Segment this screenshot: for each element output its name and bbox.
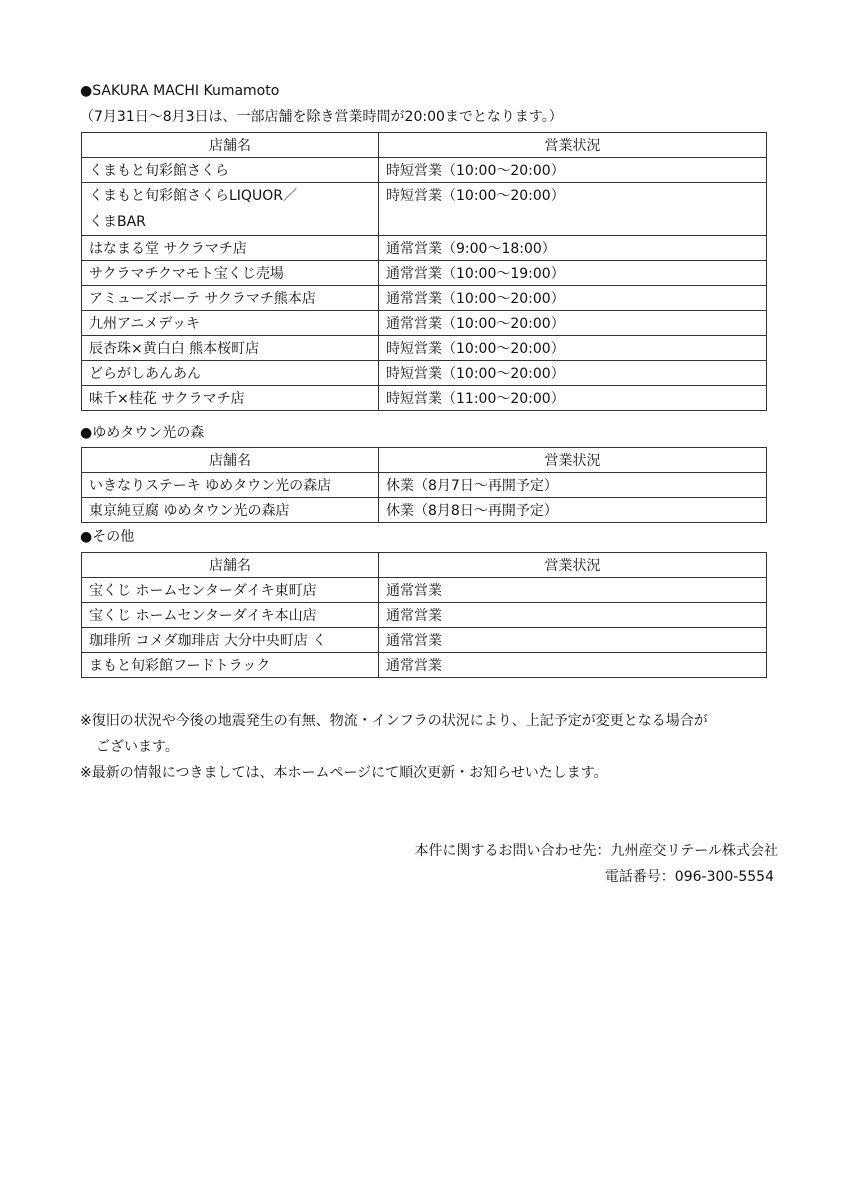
table-header-row — [82, 448, 767, 473]
store-table-sakura-machi — [81, 132, 767, 411]
store-status: 通常営業（9:00～18:00） — [379, 236, 767, 261]
header-status: 営業状況 — [379, 448, 767, 473]
store-name: 辰杏珠×黄白白 熊本桜町店 — [82, 336, 379, 361]
store-status: 時短営業（10:00～20:00） — [379, 361, 767, 386]
header-store-name: 店舗名 — [82, 133, 379, 158]
note-1-continued-text: ございます。 — [96, 739, 179, 755]
table-row — [82, 286, 767, 311]
store-status: 休業（8月8日～再開予定） — [379, 498, 767, 523]
header-status: 営業状況 — [379, 553, 767, 578]
store-name: まもと旬彩館フードトラック — [82, 653, 379, 678]
store-status: 時短営業（11:00～20:00） — [379, 386, 767, 411]
table-row — [82, 473, 767, 498]
store-name-line2: くまBAR — [89, 214, 146, 230]
table-row — [82, 578, 767, 603]
table-row — [82, 498, 767, 523]
store-name: いきなりステーキ ゆめタウン光の森店 — [82, 473, 379, 498]
store-name — [82, 183, 379, 236]
table-row — [82, 603, 767, 628]
store-status: 通常営業 — [379, 603, 767, 628]
store-name: 宝くじ ホームセンターダイキ東町店 — [82, 578, 379, 603]
contact-phone: 電話番号：096-300-5554 — [604, 869, 774, 885]
note-2: ※最新の情報につきましては、本ホームページにて順次更新・お知らせいたします。 — [80, 765, 608, 781]
section-title-sakura-machi: ●SAKURA MACHI Kumamoto — [80, 83, 280, 99]
table-row — [82, 311, 767, 336]
table-row — [82, 261, 767, 286]
table-row — [82, 386, 767, 411]
store-name: くまもと旬彩館さくら — [82, 158, 379, 183]
store-status: 通常営業 — [379, 653, 767, 678]
store-status: 時短営業（10:00～20:00） — [379, 158, 767, 183]
table-row — [82, 158, 767, 183]
store-name: サクラマチクマモト宝くじ売場 — [82, 261, 379, 286]
table-row — [82, 236, 767, 261]
store-status: 時短営業（10:00～20:00） — [379, 336, 767, 361]
note-1-continued — [80, 738, 179, 756]
store-table-yumetown — [81, 447, 767, 523]
header-store-name: 店舗名 — [82, 448, 379, 473]
store-name: どらがしあんあん — [82, 361, 379, 386]
header-store-name: 店舗名 — [82, 553, 379, 578]
store-name: 宝くじ ホームセンターダイキ本山店 — [82, 603, 379, 628]
table-row — [82, 628, 767, 653]
table-row — [82, 653, 767, 678]
table-header-row — [82, 133, 767, 158]
section-subtitle-sakura-machi: （7月31日～8月3日は、一部店舗を除き営業時間が20:00までとなります。） — [80, 109, 563, 125]
store-status: 通常営業（10:00～20:00） — [379, 311, 767, 336]
store-name: 東京純豆腐 ゆめタウン光の森店 — [82, 498, 379, 523]
section-title-yumetown: ●ゆめタウン光の森 — [80, 425, 205, 441]
store-name: 珈琲所 コメダ珈琲店 大分中央町店 く — [82, 628, 379, 653]
store-status: 通常営業 — [379, 628, 767, 653]
table-row — [82, 361, 767, 386]
store-status: 通常営業（10:00～20:00） — [379, 286, 767, 311]
store-status: 休業（8月7日～再開予定） — [379, 473, 767, 498]
table-header-row — [82, 553, 767, 578]
header-status: 営業状況 — [379, 133, 767, 158]
store-status: 通常営業 — [379, 578, 767, 603]
section-title-others: ●その他 — [80, 529, 135, 545]
note-1: ※復旧の状況や今後の地震発生の有無、物流・インフラの状況により、上記予定が変更となる場合が — [80, 713, 708, 729]
store-name-line1: くまもと旬彩館さくらLIQUOR／ — [89, 188, 297, 204]
table-row — [82, 183, 767, 236]
store-status: 時短営業（10:00～20:00） — [379, 183, 767, 236]
store-name: アミューズボーテ サクラマチ熊本店 — [82, 286, 379, 311]
store-name: 味千×桂花 サクラマチ店 — [82, 386, 379, 411]
store-table-others — [81, 552, 767, 678]
store-status: 通常営業（10:00～19:00） — [379, 261, 767, 286]
table-row — [82, 336, 767, 361]
store-name: 九州アニメデッキ — [82, 311, 379, 336]
store-name: はなまる堂 サクラマチ店 — [82, 236, 379, 261]
contact-company: 本件に関するお問い合わせ先：九州産交リテール株式会社 — [414, 843, 778, 859]
